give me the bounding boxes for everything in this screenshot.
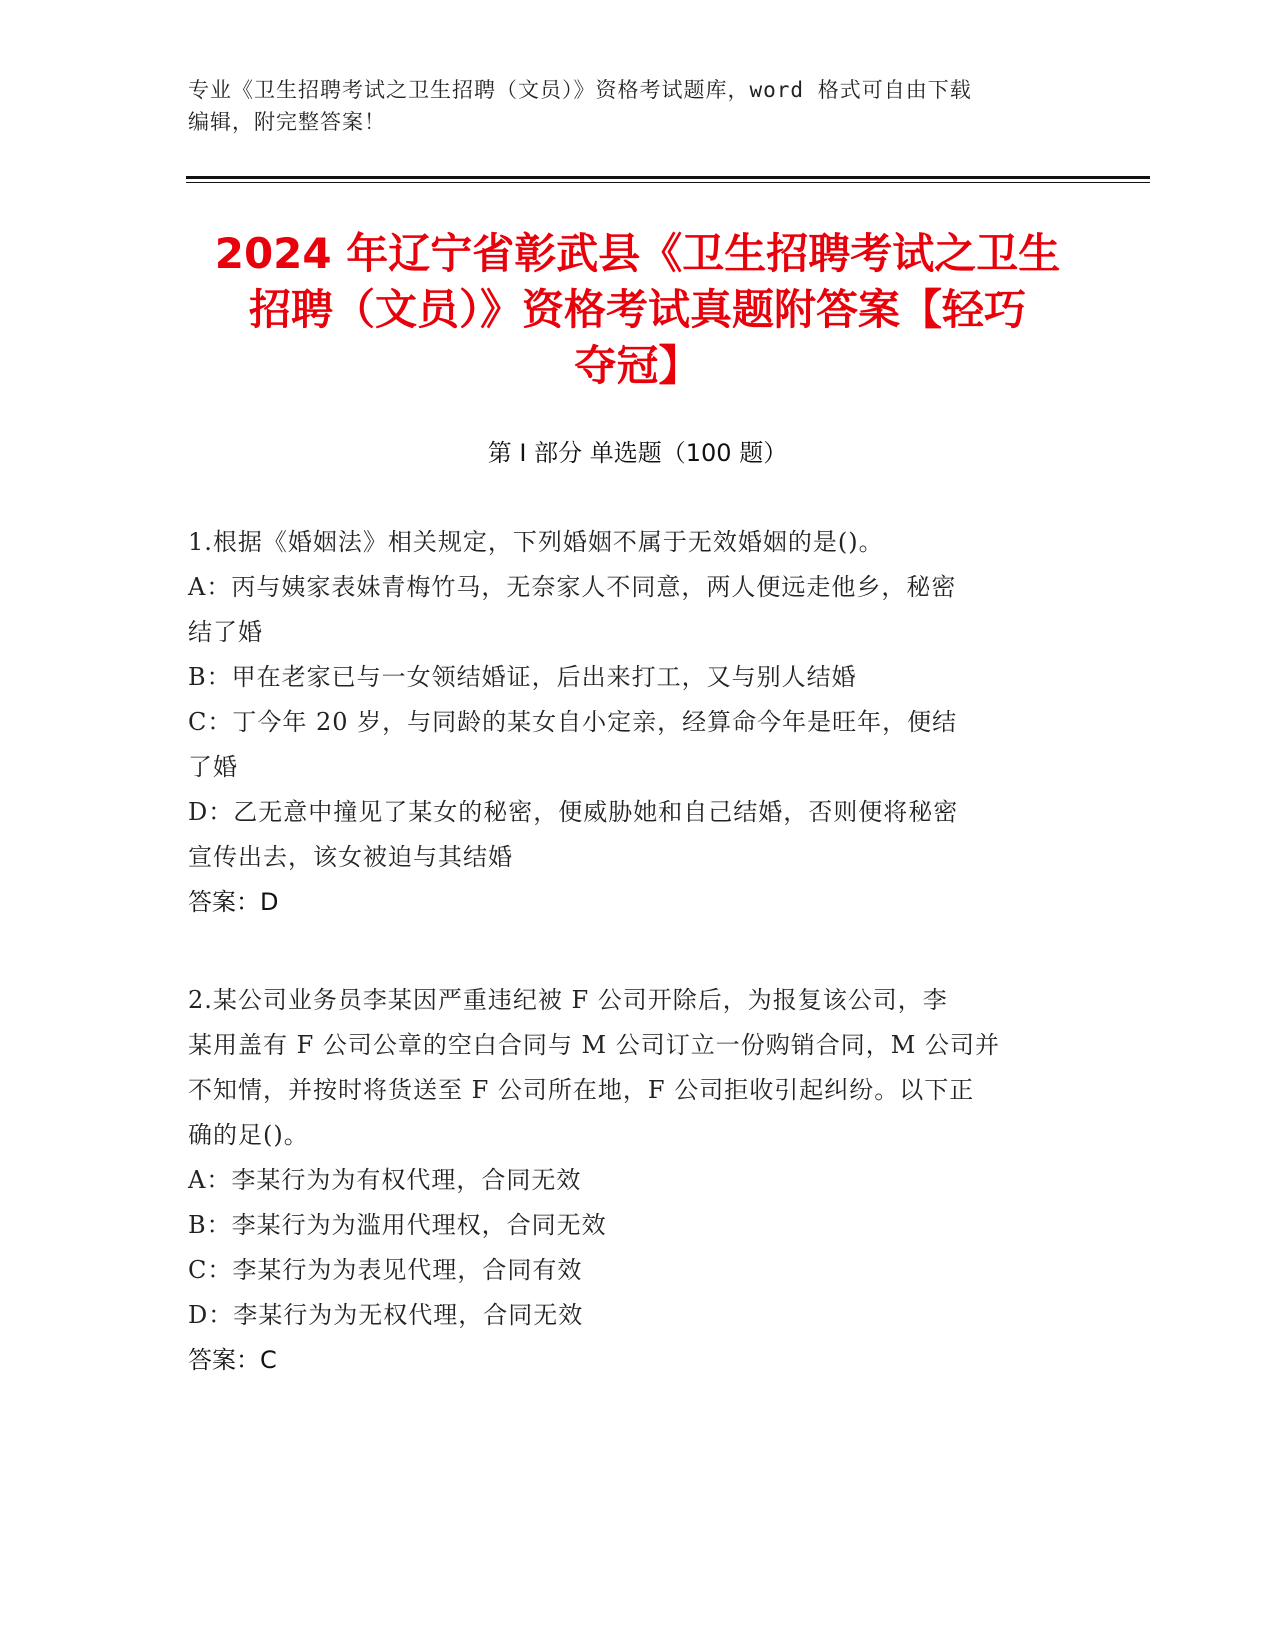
- question-stem-continued: 某用盖有 F 公司公章的空白合同与 M 公司订立一份购销合同，M 公司并: [188, 1031, 1000, 1059]
- question-stem-continued: 确的足()。: [188, 1121, 309, 1149]
- title-line-3: 夺冠】: [574, 341, 701, 390]
- option-b: B：甲在老家已与一女领结婚证，后出来打工，又与别人结婚: [188, 663, 857, 691]
- document-title: [150, 226, 1125, 394]
- option-d: D：李某行为为无权代理，合同无效: [188, 1301, 584, 1329]
- header-divider-thick: [186, 176, 1150, 179]
- question-2: [188, 978, 1088, 1383]
- header-divider-thin: [186, 182, 1150, 183]
- option-d: D：乙无意中撞见了某女的秘密，便威胁她和自己结婚，否则便将秘密: [188, 798, 959, 826]
- option-a-continued: 结了婚: [188, 618, 263, 646]
- option-c-continued: 了婚: [188, 753, 238, 781]
- question-1: [188, 520, 1088, 925]
- header-note-line-2: 编辑，附完整答案！: [188, 110, 386, 134]
- answer: 答案：D: [188, 888, 279, 916]
- header-note: [188, 74, 1068, 138]
- answer: 答案：C: [188, 1346, 277, 1374]
- title-line-1: 2024 年辽宁省彰武县《卫生招聘考试之卫生: [214, 229, 1061, 278]
- option-c: C：李某行为为表见代理，合同有效: [188, 1256, 583, 1284]
- option-a: A：李某行为为有权代理，合同无效: [188, 1166, 582, 1194]
- title-line-2: 招聘（文员）》资格考试真题附答案【轻巧: [248, 285, 1026, 334]
- section-heading: 第 I 部分 单选题（100 题）: [487, 439, 788, 467]
- option-d-continued: 宣传出去，该女被迫与其结婚: [188, 843, 513, 871]
- question-stem: 2.某公司业务员李某因严重违纪被 F 公司开除后，为报复该公司，李: [188, 986, 948, 1014]
- option-c: C：丁今年 20 岁，与同龄的某女自小定亲，经算命今年是旺年，便结: [188, 708, 958, 736]
- question-stem: 1.根据《婚姻法》相关规定，下列婚姻不属于无效婚姻的是()。: [188, 528, 884, 556]
- option-b: B：李某行为为滥用代理权，合同无效: [188, 1211, 607, 1239]
- header-note-line-1: 专业《卫生招聘考试之卫生招聘（文员）》资格考试题库，word 格式可自由下载: [188, 78, 972, 102]
- question-stem-continued: 不知情，并按时将货送至 F 公司所在地，F 公司拒收引起纠纷。以下正: [188, 1076, 975, 1104]
- option-a: A：丙与姨家表妹青梅竹马，无奈家人不同意，两人便远走他乡，秘密: [188, 573, 957, 601]
